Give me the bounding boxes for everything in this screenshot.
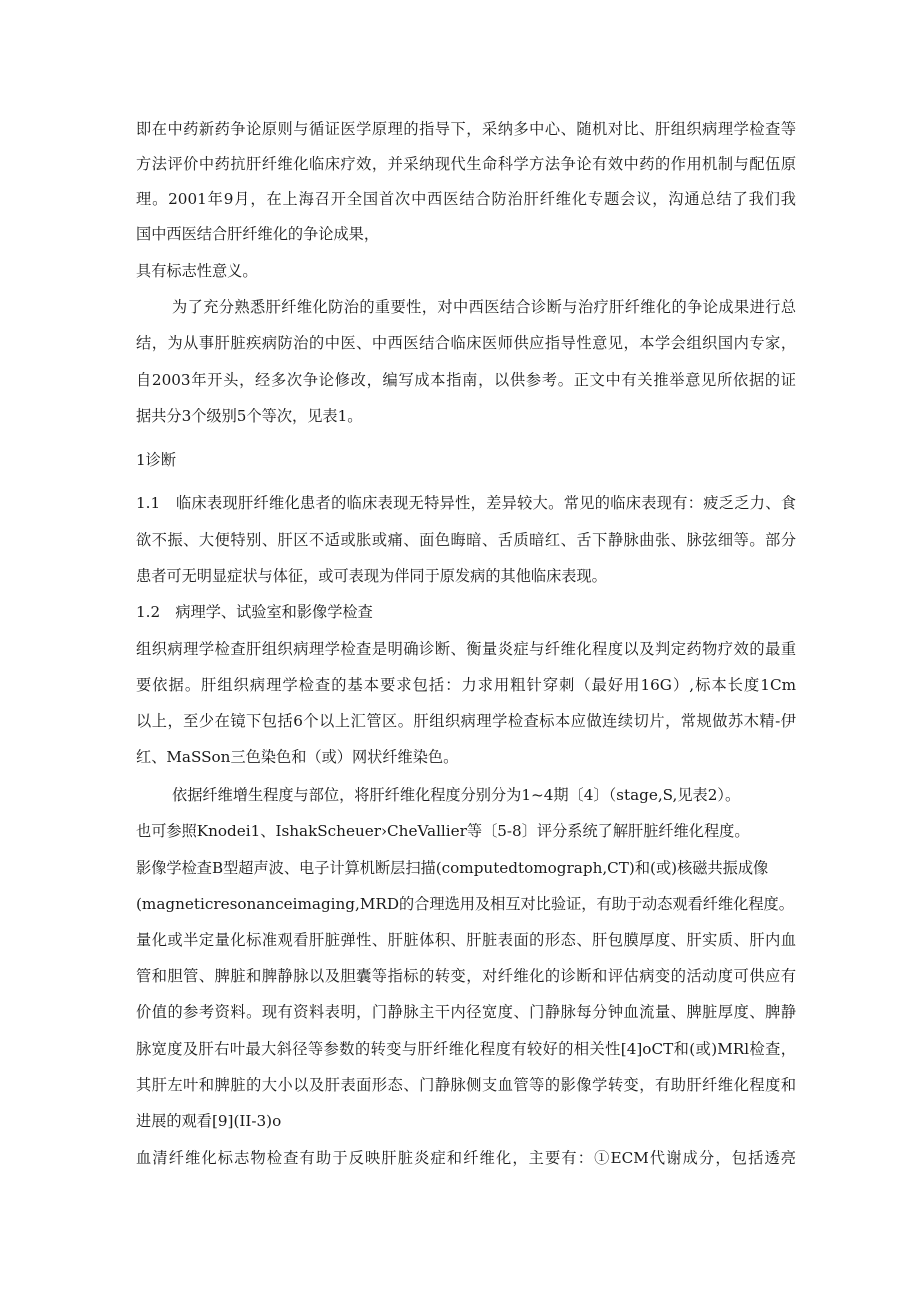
paragraph-line: 脉宽度及肝右叶最大斜径等参数的转变与肝纤维化程度有较好的相关性[4]oCT和(或)MRl检查， — [136, 1040, 796, 1058]
paragraph-line: 患者可无明显症状与体征，或可表现为伴同于原发病的其他临床表现。 — [136, 567, 607, 585]
paragraph-line: 国中西医结合肝纤维化的争论成果， — [136, 225, 379, 243]
paragraph-line: 欲不振、大便特别、肝区不适或胀或痛、面色晦暗、舌质暗红、舌下静脉曲张、脉弦细等。部分 — [136, 531, 796, 549]
paragraph-line: 要依据。肝组织病理学检查的基本要求包括：力求用粗针穿刺（最好用16G）,标本长度1Cm — [136, 676, 796, 694]
paragraph-line: 据共分3个级别5个等次，见表1。 — [136, 407, 363, 425]
paragraph-line: 方法评价中药抗肝纤维化临床疗效，并采纳现代生命科学方法争论有效中药的作用机制与配伍原 — [136, 155, 796, 173]
paragraph-line: 进展的观看[9](II-3)o — [136, 1112, 282, 1130]
paragraph-line: (magneticresonanceimaging,MRD的合理选用及相互对比验证，有助于动态观看纤维化程度。 — [136, 895, 794, 913]
paragraph-line: 具有标志性意义。 — [136, 262, 258, 280]
paragraph-line: 理。2001年9月，在上海召开全国首次中西医结合防治肝纤维化专题会议，沟通总结了我们我 — [136, 190, 796, 208]
paragraph-line: 结，为从事肝脏疾病防治的中医、中西医结合临床医师供应指导性意见，本学会组织国内专家， — [136, 334, 796, 352]
paragraph-line: 以上，至少在镜下包括6个以上汇管区。肝组织病理学检查标本应做连续切片，常规做苏木精-伊 — [136, 712, 796, 730]
paragraph-line: 其肝左叶和脾脏的大小以及肝表面形态、门静脉侧支血管等的影像学转变，有助肝纤维化程度和 — [136, 1076, 796, 1094]
paragraph-line: 血清纤维化标志物检查有助于反映肝脏炎症和纤维化，主要有：①ECM代谢成分，包括透亮 — [136, 1149, 796, 1167]
section-heading: 1诊断 — [136, 451, 177, 469]
paragraph-line: 也可参照Knodei1、IshakScheuer›CheVallier等〔5-8〕评分系统了解肝脏纤维化程度。 — [136, 822, 750, 840]
paragraph-line: 组织病理学检查肝组织病理学检查是明确诊断、衡量炎症与纤维化程度以及判定药物疗效的最重 — [136, 640, 796, 658]
paragraph-line: 依据纤维增生程度与部位，将肝纤维化程度分别分为1~4期〔4〕（stage,S,见表2）。 — [172, 786, 741, 804]
paragraph-line: 为了充分熟悉肝纤维化防治的重要性，对中西医结合诊断与治疗肝纤维化的争论成果进行总 — [172, 298, 796, 316]
paragraph-line: 1.1 临床表现肝纤维化患者的临床表现无特异性，差异较大。常见的临床表现有：疲乏乏力、食 — [136, 494, 796, 512]
paragraph-line: 价值的参考资料。现有资料表明，门静脉主干内径宽度、门静脉每分钟血流量、脾脏厚度、脾静 — [136, 1003, 796, 1021]
paragraph-line: 即在中药新药争论原则与循证医学原理的指导下，采纳多中心、随机对比、肝组织病理学检查等 — [136, 120, 796, 138]
paragraph-line: 管和胆管、脾脏和脾静脉以及胆囊等指标的转变，对纤维化的诊断和评估病变的活动度可供应有 — [136, 967, 796, 985]
paragraph-line: 量化或半定量化标准观看肝脏弹性、肝脏体积、肝脏表面的形态、肝包膜厚度、肝实质、肝内血 — [136, 931, 796, 949]
paragraph-line: 自2003年开头，经多次争论修改，编写成本指南，以供参考。正文中有关推举意见所依据的证 — [136, 371, 796, 389]
subsection-heading: 1.2 病理学、试验室和影像学检查 — [136, 603, 373, 621]
paragraph-line: 影像学检查B型超声波、电子计算机断层扫描(computedtomograph,CT)和(或)核磁共振成像 — [136, 859, 769, 877]
paragraph-line: 红、MaSSon三色染色和（或）网状纤维染色。 — [136, 748, 459, 766]
